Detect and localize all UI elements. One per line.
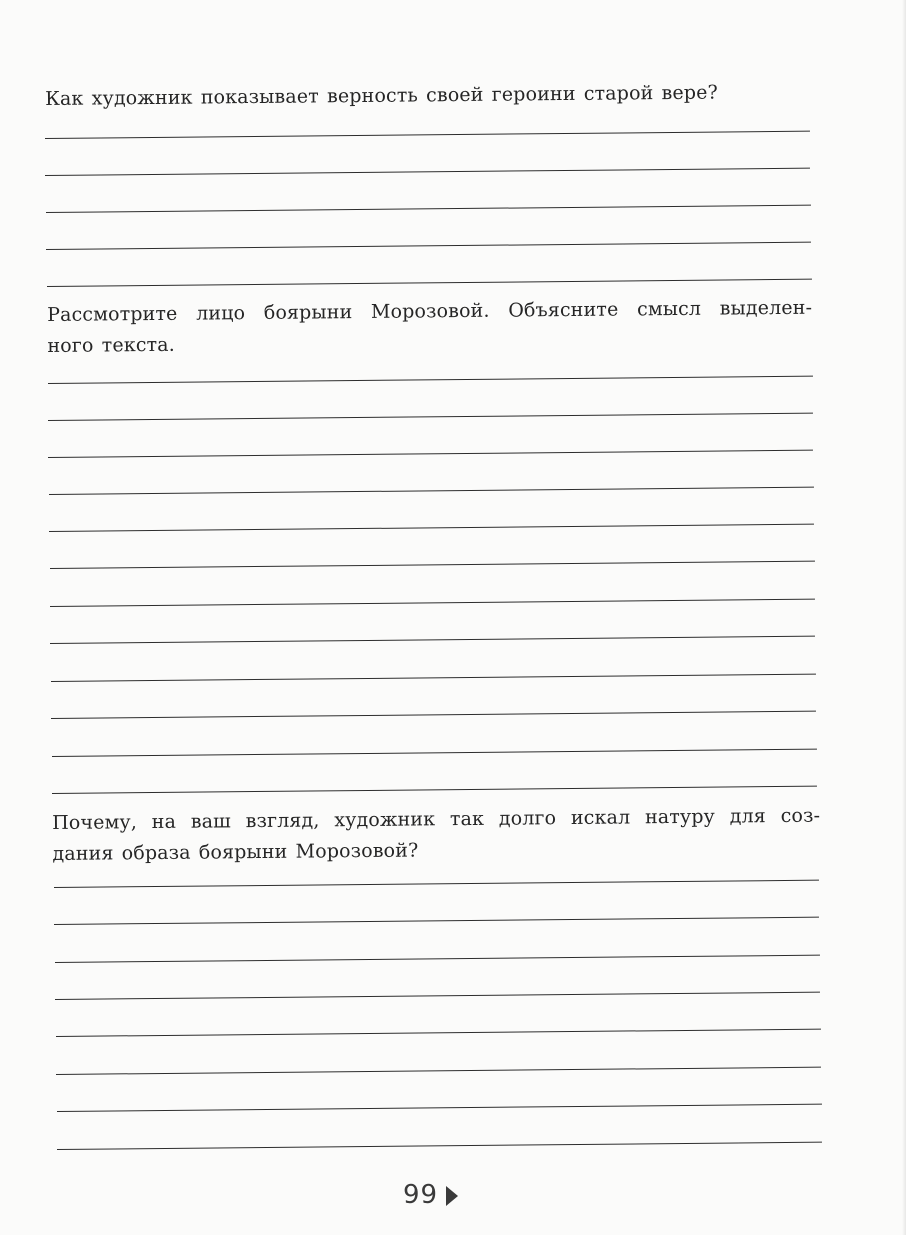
question-3-line-1: Почему, на ваш взгляд, художник так долго искал натуру для соз- [52,804,821,834]
answer-line[interactable] [55,955,820,963]
answer-line[interactable] [48,450,813,458]
answer-line[interactable] [49,487,814,495]
answer-line[interactable] [46,242,811,250]
answer-line[interactable] [45,168,810,176]
answer-line[interactable] [54,917,819,925]
answer-line[interactable] [57,1104,822,1112]
question-3-line-2: дания образа боярыни Морозовой? [52,839,419,865]
question-2-line-1: Рассмотрите лицо боярыни Морозовой. Объясните смысл выделен- [47,296,813,326]
answer-line[interactable] [51,711,816,719]
answer-line[interactable] [48,376,813,384]
answer-line[interactable] [54,880,819,888]
question-1-line-1: Как художник показывает верность своей героини старой вере? [45,81,718,110]
answer-line[interactable] [50,599,815,607]
answer-line[interactable] [47,279,812,287]
answer-line[interactable] [52,749,817,757]
question-1 [45,77,805,115]
question-2-line-2: ного текста. [47,333,176,357]
answer-line[interactable] [56,1067,821,1075]
answer-line[interactable] [52,786,817,794]
answer-line[interactable] [49,524,814,532]
answer-line[interactable] [50,561,815,569]
answer-line[interactable] [50,636,815,644]
answer-line[interactable] [51,674,816,682]
answer-line[interactable] [45,131,810,139]
answer-line[interactable] [46,205,811,213]
answer-line[interactable] [56,1029,821,1037]
answer-line[interactable] [48,413,813,421]
page-edge-shadow [902,0,906,1235]
page-number: 99 [403,1180,439,1210]
right-triangle-icon [446,1186,458,1206]
answer-line[interactable] [55,992,820,1000]
page-footer [403,1178,458,1212]
answer-line[interactable] [57,1142,822,1150]
question-3 [52,801,821,870]
question-2 [47,293,813,362]
